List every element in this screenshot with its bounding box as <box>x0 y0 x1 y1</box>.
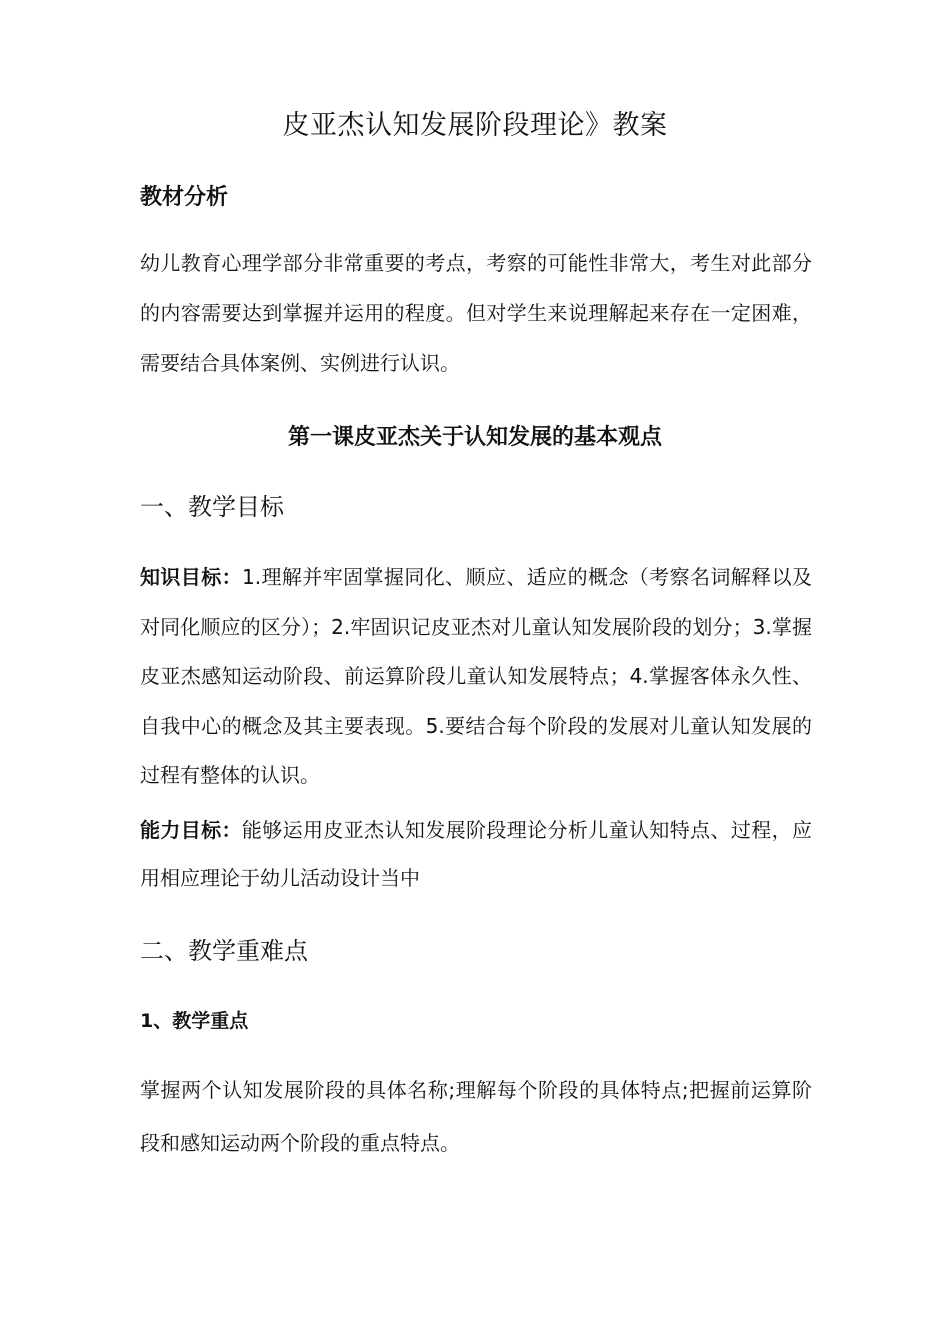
teaching-focus-subheading: 1、教学重点 <box>140 1010 249 1032</box>
materials-heading: 教材分析 <box>140 185 229 210</box>
lesson-one-heading: 第一课皮亚杰关于认知发展的基本观点 <box>287 425 662 450</box>
teaching-focus-paragraph: 掌握两个认知发展阶段的具体名称;理解每个阶段的具体特点;把握前运算阶段和感知运动两个阶段的重点特点。 <box>140 1078 812 1155</box>
knowledge-goal-paragraph <box>140 553 812 801</box>
knowledge-goal-label: 知识目标： <box>140 565 243 589</box>
ability-goal-label: 能力目标： <box>140 818 242 842</box>
materials-paragraph: 幼儿教育心理学部分非常重要的考点，考察的可能性非常大，考生对此部分的内容需要达到掌握并运用的程度。但对学生来说理解起来存在一定困难，需要结合具体案例、实例进行认识。 <box>140 251 812 375</box>
ability-goal-text: 能够运用皮亚杰认知发展阶段理论分析儿童认知特点、过程，应用相应理论于幼儿活动设计当中 <box>140 818 812 890</box>
knowledge-goal-text: 1.理解并牢固掌握同化、顺应、适应的概念（考察名词解释以及对同化顺应的区分）；2.牢固识记皮亚杰对儿童认知发展阶段的划分；3.掌握皮亚杰感知运动阶段、前运算阶段儿童认知发展特点；4.掌握客体永久性、自我中心的概念及其主要表现。5.要结合每个阶段的发展对儿童认知发展的过程有整体的认识。 <box>140 565 813 787</box>
key-difficult-points-heading: 二、教学重难点 <box>140 937 308 965</box>
teaching-goals-heading: 一、教学目标 <box>140 493 284 521</box>
ability-goal-paragraph <box>140 806 812 902</box>
document-title: 皮亚杰认知发展阶段理论》教案 <box>282 110 668 141</box>
